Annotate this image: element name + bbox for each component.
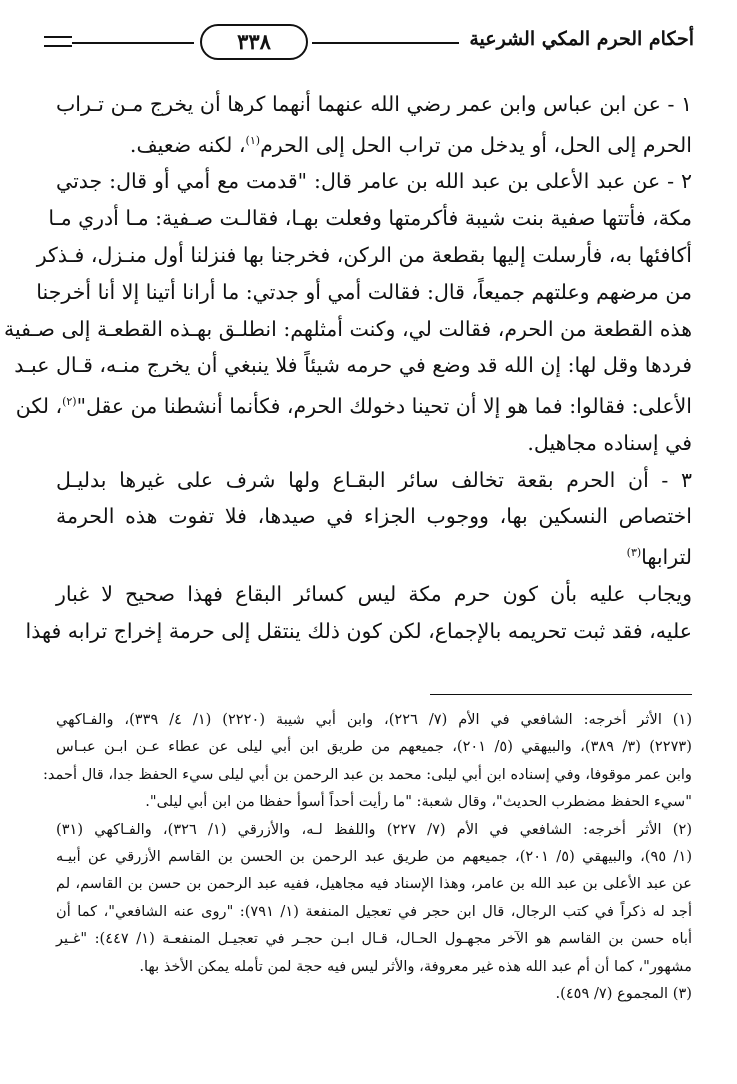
paragraph-4-line: عليه، فقد ثبت تحريمه بالإجماع، لكن كون ذلك ينتقل إلى حرمة إخراج ترابه فهذا — [25, 618, 692, 643]
paragraph-2-line: في إسناده مجاهيل. — [527, 430, 692, 455]
footnote-2-line: (١/ ٩٥)، والبيهقي (٥/ ٢٠١)، جميعهم من طريق عبد الرحمن بن الحسن بن القاسم الأزرقي عن أبيـه — [56, 848, 693, 866]
footnote-2-line: أجد له ذكراً في كتب الرجال، قال ابن حجر في تعجيل المنفعة (١/ ٧٩١): "روى عنه الشافعي"، كما أن — [56, 902, 692, 920]
footnote-2-line: مشهور"، كما أن أم عبد الله هذه غير معروفة، والأثر ليس فيه حجة لمن تأمله يمكن الأخذ بها. — [139, 957, 692, 975]
paragraph-2-line: أكافئها به، فأرسلت إليها بقطعة من الركن، فخرجنا بها فنزلنا أول منـزل، فـذكر — [36, 243, 692, 268]
footnote-separator — [430, 694, 692, 695]
footnotes — [42, 706, 693, 1007]
footnote-ref-3: (٣) — [626, 546, 642, 560]
page-header — [44, 22, 694, 68]
running-title: أحكام الحرم المكي الشرعية — [459, 24, 694, 54]
footnote-2-line: (٢) الأثر أخرجه: الشافعي في الأم (٧/ ٢٢٧) واللفظ لـه، والأزرقي (١/ ٣٢٦)، والفـاكهي (٣١) — [56, 820, 693, 838]
paragraph-3-line: ٣ - أن الحرم بقعة تخالف سائر البقـاع ولها شرف على غيرها بدليـل — [56, 467, 692, 492]
footnote-1-line: (٢٢٧٣) (٣/ ٣٨٩)، والبيهقي (٥/ ٢٠١)، جميعهم من طريق ابن أبي ليلى عن عطاء عـن ابـن عبـاس — [56, 738, 692, 756]
page-number-frame — [194, 22, 312, 60]
footnote-ref-1: (١) — [245, 133, 261, 147]
paragraph-1-line: ١ - عن ابن عباس وابن عمر رضي الله عنهما أنهما كرها أن يخرج مـن تـراب — [56, 92, 692, 116]
paragraph-1-line: الحرم إلى الحل، أو يدخل من تراب الحل إلى الحرم$^{(١)}$، لكنه ضعيف. — [129, 132, 692, 157]
paragraph-2-line: مكة، فأتتها صفية بنت شيبة فأكرمتها وفعلت بهـا، فقالـت صـفية: مـا أدري مـا — [48, 206, 692, 231]
paragraph-2-line: فردها وقل لها: إن الله قد وضع في حرمه شيئاً فلا ينبغي أن يخرج منـه، قـال عبـد — [14, 353, 692, 378]
paragraph-2-line: هذه القطعة من الحرم، فقالت لي، وكنت أمثلهم: انطلـق بهـذه القطعـة إلى صـفية — [3, 316, 692, 341]
paragraph-3-line: لترابها$^{(٣)}$ — [626, 545, 692, 570]
paragraph-3-line: اختصاص النسكين بها، ووجوب الجزاء في صيدها، فلا تفوت هذه الحرمة — [56, 504, 692, 529]
main-text — [3, 86, 692, 649]
header-ornament — [44, 36, 72, 47]
footnote-3-line: (٣) المجموع (٧/ ٤٥٩). — [555, 985, 692, 1003]
footnote-1-line: "سيء الحفظ مضطرب الحديث"، وقال شعبة: "ما رأيت أحداً أسوأ حفظا من ابن أبي ليلى". — [145, 793, 692, 811]
footnote-ref-2: (٢) — [62, 395, 77, 409]
paragraph-2-line: ٢ - عن عبد الأعلى بن عبد الله بن عامر قال: "قدمت مع أمي أو قال: جدتي — [56, 169, 692, 194]
page-number: ٣٣٨ — [200, 24, 308, 60]
footnote-2-line: عن عبد الأعلى بن عبد الله بن عامر، وهذا الإسناد فيه مجاهيل، ففيه عبد الرحمن بن حسن بن القاسم، لم — [56, 875, 692, 893]
footnote-2-line: أباه حسن بن القاسم هو الآخر مجهـول الحـال، قـال ابـن حجـر في تعجيـل المنفعـة (١/ ٤٤٧): "غـير — [56, 930, 693, 948]
paragraph-4-line: ويجاب عليه بأن كون حرم مكة ليس كسائر البقاع فهذا صحيح لا غبار — [56, 581, 692, 606]
footnote-1-line: وابن عمر موقوفا، وفي إسناده ابن أبي ليلى: محمد بن عبد الرحمن بن أبي ليلى سيء الحفظ جدا، قال أحمد: — [42, 765, 692, 783]
paragraph-2-line: من مرضهم وعلتهم جميعاً، قال: فقالت أمي أو جدتي: ما أرانا أتينا إلا أنا أخرجنا — [36, 279, 692, 304]
paragraph-2-line: الأعلى: فقالوا: فما هو إلا أن تحينا دخولك الحرم، فكأنما أنشطنا من عقل"$^{(٢)}$، لكن — [15, 394, 692, 419]
footnote-1-line: (١) الأثر أخرجه: الشافعي في الأم (٧/ ٢٢٦)، وابن أبي شيبة (٢٢٢٠) (١/ ٤/ ٣٣٩)، والفـاكهي — [56, 711, 693, 728]
